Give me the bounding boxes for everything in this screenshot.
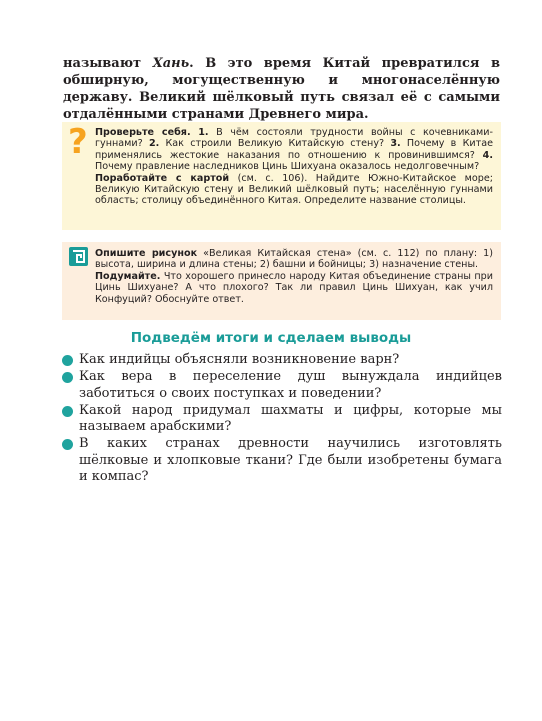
- question-number: 1.: [198, 127, 209, 138]
- bullet-icon: [62, 372, 73, 383]
- question-text: Почему в Китае применялись жестокие наказания по отношению к провинившимся?: [95, 138, 493, 161]
- summary-question-list: [62, 352, 502, 486]
- summary-question: Как индийцы объясняли возникновение варн?: [79, 352, 400, 367]
- list-item: [62, 352, 502, 369]
- intro-paragraph: [63, 55, 500, 123]
- intro-text-start: называют: [63, 56, 153, 71]
- describe-picture-box: [62, 242, 501, 320]
- think-task-text: Что хорошего принесло народу Китая объединение страны при Цинь Шихуане? А что плохого? Так ли правил Цинь Шихуан, как учил Конфуций? Обоснуйте ответ.: [95, 270, 493, 305]
- map-task-heading: Поработайте с картой: [95, 172, 230, 184]
- bullet-icon: [62, 439, 73, 450]
- summary-question: В каких странах древности научились изготовлять шёлковые и хлопковые ткани? Где были изобретены бумага и компас?: [79, 436, 502, 484]
- map-task: [95, 173, 493, 207]
- question-number: 2.: [148, 138, 160, 150]
- question-mark-icon: ?: [68, 122, 88, 162]
- bullet-icon: [62, 406, 73, 417]
- summary-question: Какой народ придумал шахматы и цифры, которые мы называем арабскими?: [79, 402, 502, 434]
- question-number: 3.: [390, 138, 401, 150]
- intro-dynasty-name: Хань: [152, 56, 190, 71]
- think-task: [95, 271, 493, 305]
- check-heading: Проверьте себя.: [95, 127, 191, 138]
- summary-title: Подведём итоги и сделаем выводы: [130, 330, 412, 346]
- map-task-text: (см. с. 106). Найдите Южно-Китайское море; Великую Китайскую стену и Великий шёлковый путь; населённую гуннами область; столицу объединённого Китая. Определите название столицы.: [95, 172, 494, 207]
- check-yourself-box: [62, 122, 501, 230]
- question-text: Как строили Великую Китайскую стену?: [159, 138, 391, 150]
- bullet-icon: [62, 355, 73, 366]
- summary-question: Как вера в переселение душ вынуждала индийцев заботиться о своих поступках и поведении?: [79, 369, 502, 401]
- think-task-heading: Подумайте.: [95, 270, 161, 282]
- question-number: 4.: [482, 149, 493, 161]
- list-item: [62, 436, 502, 486]
- picture-frame-icon: [69, 247, 88, 266]
- list-item: [62, 403, 502, 436]
- picture-task-text: «Великая Китайская стена» (см. с. 112) по плану: 1) высота, ширина и длина стены; 2) башни и бойницы; 3) назначение стены.: [95, 248, 493, 271]
- intro-text-end: . В это время Китай превратился в обширную, могущественную и многонаселённую державу. Великий шёлковый путь связал её с самыми отдалёнными странами Древнего мира.: [63, 56, 500, 122]
- picture-task-heading: Опишите рисунок: [95, 248, 198, 259]
- question-text: В чём состояли трудности войны с кочевниками-гуннами?: [95, 127, 493, 150]
- picture-task: [95, 248, 493, 271]
- question-text: Почему правление наследников Цинь Шихуана оказалось недолговечным?: [95, 161, 480, 173]
- check-questions: [95, 127, 493, 173]
- list-item: [62, 369, 502, 402]
